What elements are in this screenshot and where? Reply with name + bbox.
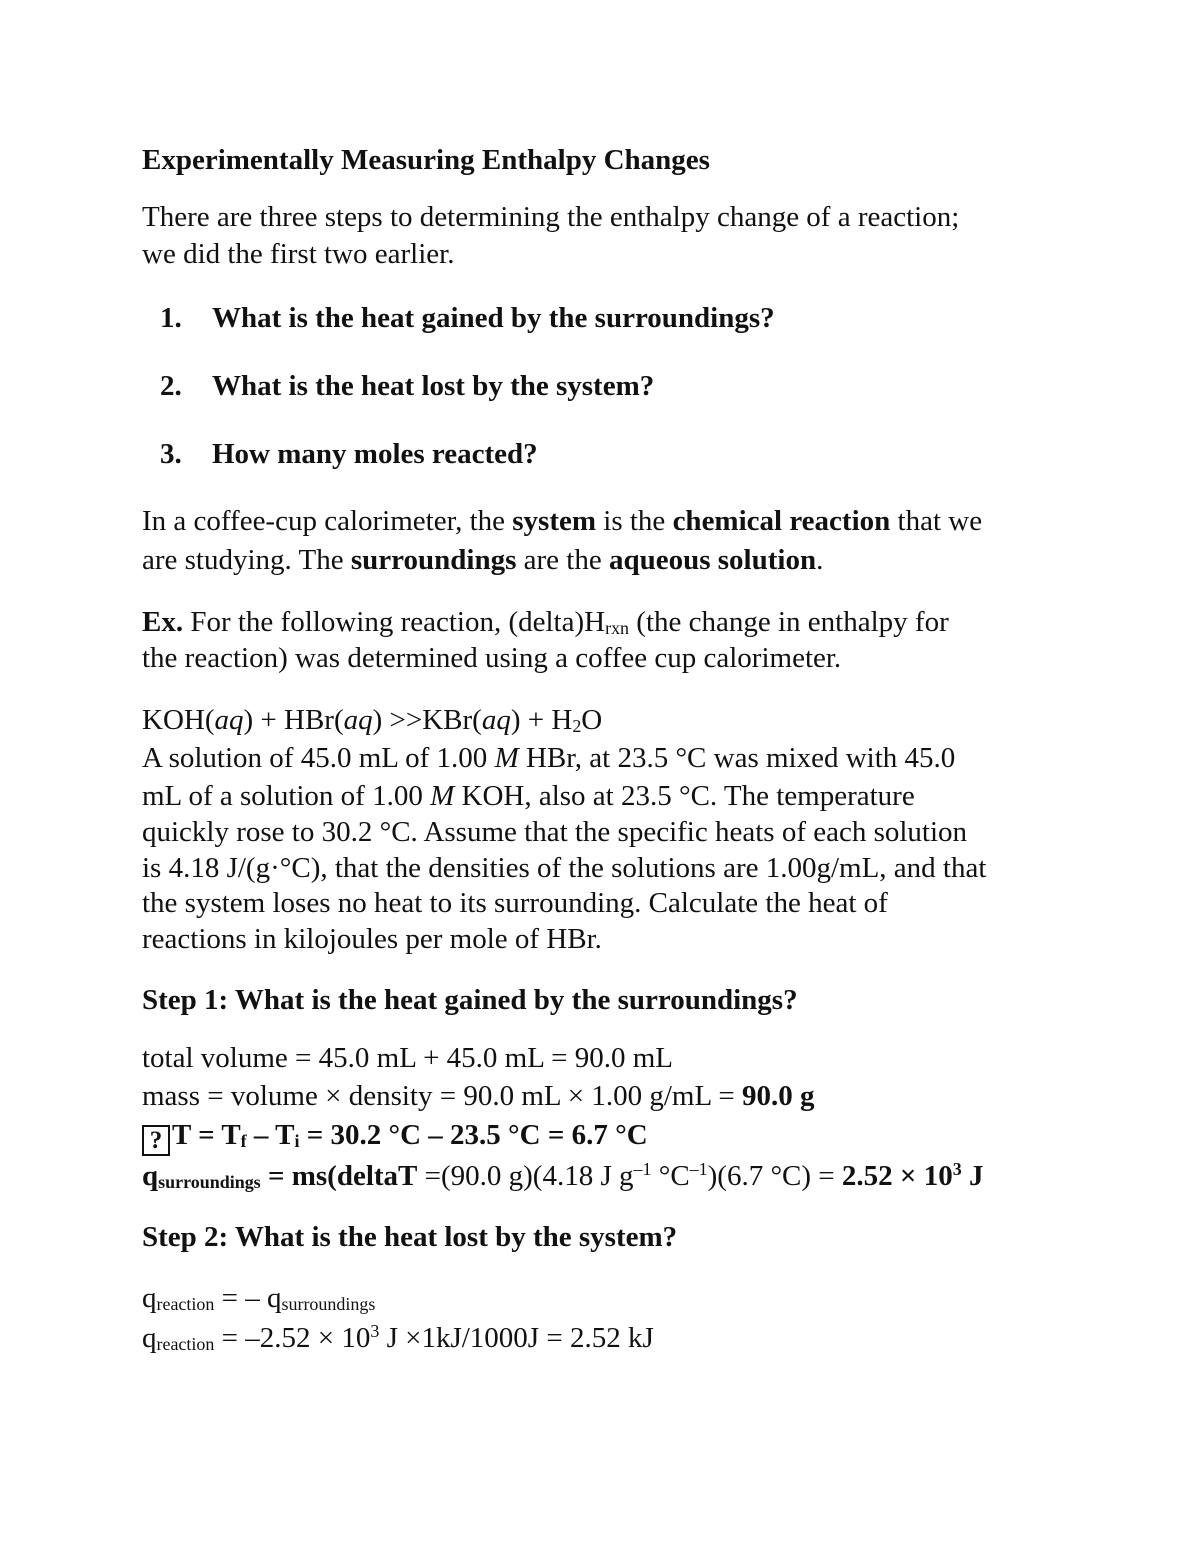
step-item-1: What is the heat gained by the surroundings? (212, 302, 775, 334)
delta-t-line: ? T = Tf – Ti = 30.2 °C – 23.5 °C = 6.7 °C (142, 1121, 648, 1156)
step2-heading: Step 2: What is the heat lost by the system? (142, 1221, 678, 1253)
intro-line-2: we did the first two earlier. (142, 238, 455, 270)
intro-line-1: There are three steps to determining the enthalpy change of a reaction; (142, 201, 960, 233)
step1-heading: Step 1: What is the heat gained by the surroundings? (142, 984, 798, 1016)
page-title: Experimentally Measuring Enthalpy Changes (142, 144, 710, 176)
total-volume-line: total volume = 45.0 mL + 45.0 mL = 90.0 mL (142, 1042, 674, 1074)
example-line-2: the reaction) was determined using a coffee cup calorimeter. (142, 642, 842, 674)
example-label: Ex. (142, 606, 184, 638)
step-number-2: 2. (160, 370, 182, 402)
step-number-1: 1. (160, 302, 182, 334)
step-item-2: What is the heat lost by the system? (212, 370, 655, 402)
problem-line-3: quickly rose to 30.2 °C. Assume that the specific heats of each solution (142, 816, 968, 848)
problem-line-6: reactions in kilojoules per mole of HBr. (142, 923, 602, 955)
problem-line-1: A solution of 45.0 mL of 1.00 M HBr, at 23.5 °C was mixed with 45.0 (142, 742, 956, 774)
step-item-3: How many moles reacted? (212, 438, 538, 470)
missing-glyph-box: ? (142, 1125, 170, 1156)
q-surroundings-line: qsurroundings = ms(deltaT =(90.0 g)(4.18 J $g^{-1}$ $^\circ C^{-1})(6.7$ $^\circ C) = 2.52 \times 10^3$ J (142, 1159, 984, 1193)
problem-line-2: mL of a solution of 1.00 M KOH, also at 23.5 °C. The temperature (142, 780, 915, 812)
mass-line: mass = volume × density = 90.0 mL × 1.00 g/mL = 90.0 g (142, 1080, 815, 1112)
problem-line-5: the system loses no heat to its surrounding. Calculate the heat of (142, 887, 888, 919)
calorimeter-paragraph-line-1: In a coffee-cup calorimeter, the system is the chemical reaction that we (142, 505, 983, 537)
calorimeter-paragraph-line-2: are studying. The surroundings are the aqueous solution. (142, 544, 824, 576)
step-number-3: 3. (160, 438, 182, 470)
problem-line-4: is 4.18 J/(g·°C), that the densities of the solutions are 1.00g/mL, and that (142, 852, 987, 884)
example-line-1: Ex. For the following reaction, (delta)Hrxn (the change in enthalpy for (142, 606, 949, 639)
chemical-equation: KOH(aq) + HBr(aq) >>KBr(aq) + H2O (142, 704, 603, 737)
q-reaction-line-1: qreaction = – qsurroundings (142, 1282, 376, 1315)
q-reaction-line-2: qreaction = $-2.52 \times 10^3$ J ×1kJ/1000J = 2.52 kJ (142, 1321, 654, 1355)
